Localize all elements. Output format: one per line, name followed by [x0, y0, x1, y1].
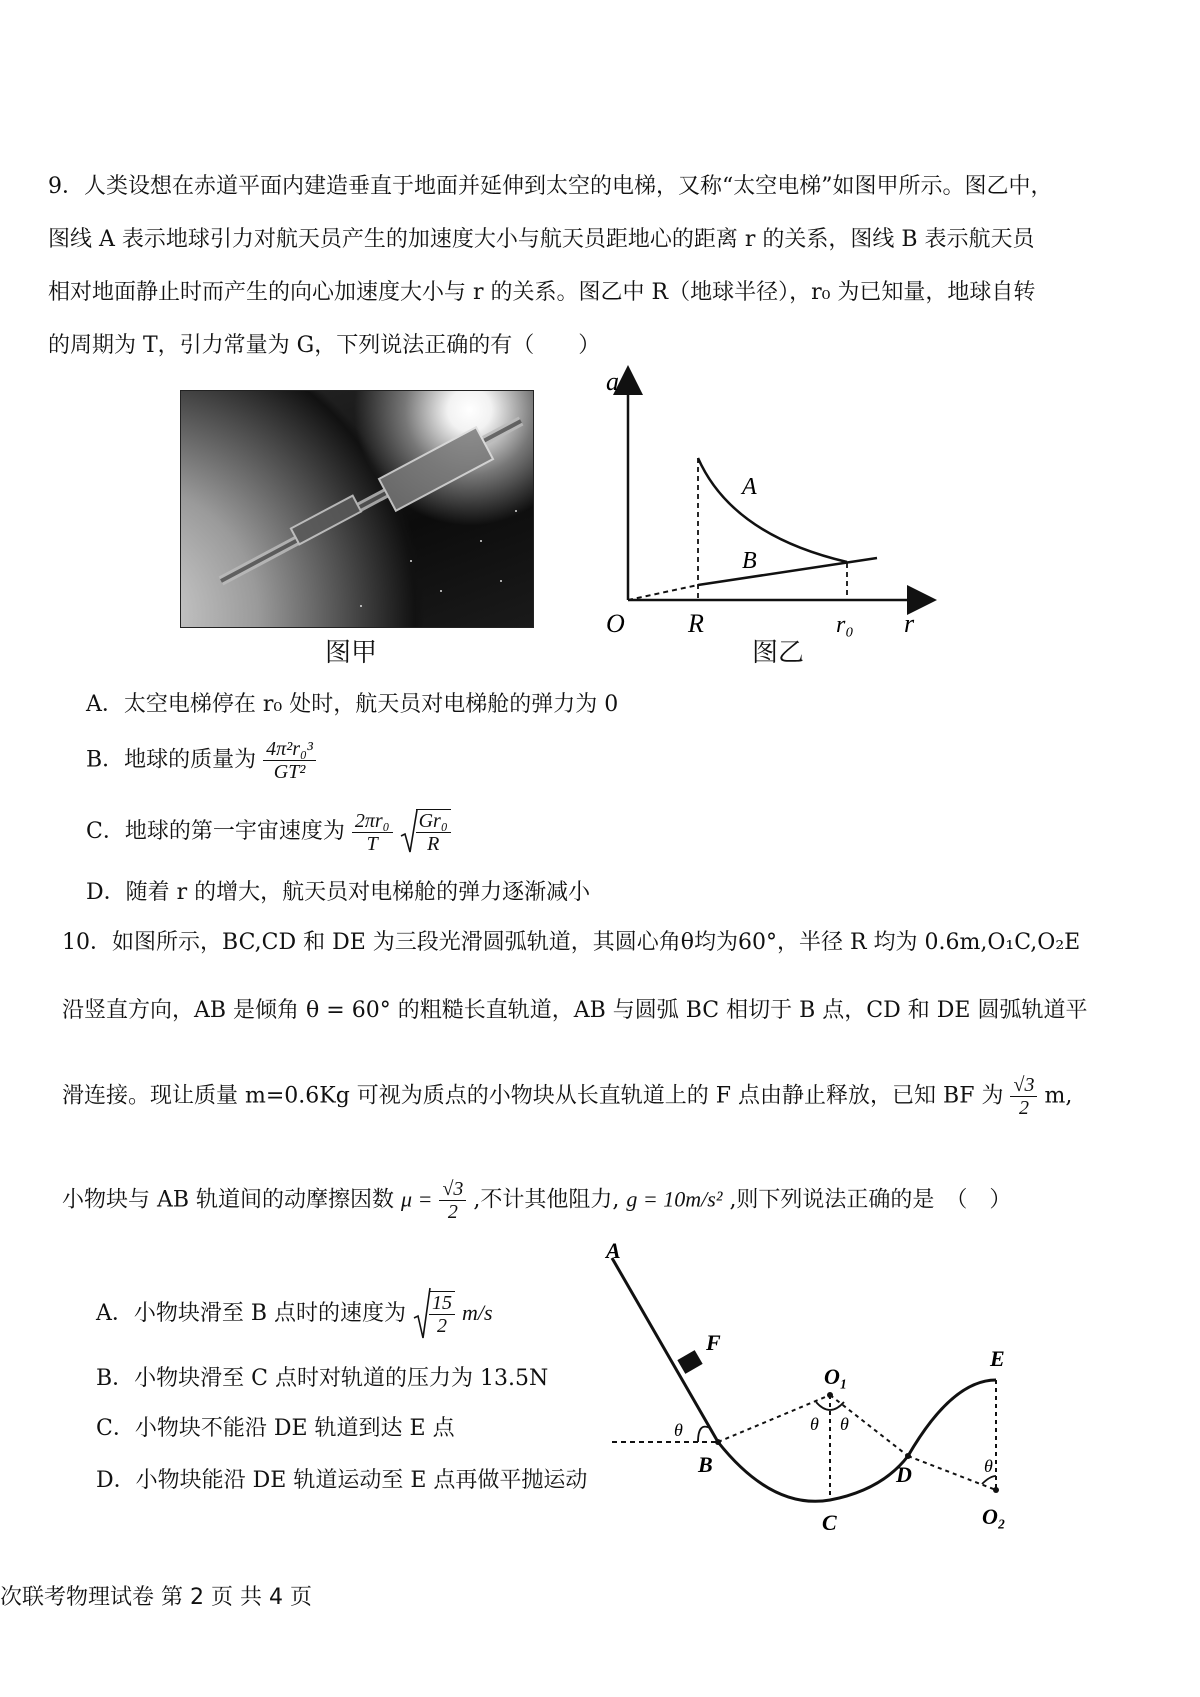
label-f: F: [706, 1330, 721, 1355]
q9-option-b-prefix: B．地球的质量为: [86, 747, 257, 773]
bf-length-denominator: 2: [1018, 1097, 1029, 1119]
q9-option-b-denominator: GT²: [273, 761, 306, 783]
label-d: D: [896, 1462, 912, 1487]
label-o1: O₁: [824, 1364, 848, 1389]
mu-fraction: [439, 1178, 466, 1223]
q9-option-d: D．随着 r 的增大，航天员对电梯舱的弹力逐渐减小: [86, 880, 591, 905]
q9-line-2: 图线 A 表示地球引力对航天员产生的加速度大小与航天员距地心的距离 r 的关系，图线 B 表示航天员: [48, 227, 1035, 252]
q10-line-3-text: 滑连接。现让质量 m=0.6Kg 可视为质点的小物块从长直轨道上的 F 点由静止释放，已知 BF 为: [62, 1083, 1004, 1109]
q9-option-c-prefix: C．地球的第一宇宙速度为: [86, 819, 345, 844]
q10-line-2: 沿竖直方向，AB 是倾角 θ = 60° 的粗糙长直轨道，AB 与圆弧 BC 相切于 B 点，CD 和 DE 圆弧轨道平: [62, 998, 1088, 1023]
label-theta-o1-right: θ: [840, 1414, 849, 1434]
label-b: B: [698, 1452, 713, 1477]
q9-option-b-fraction: [263, 738, 316, 783]
bf-length-numerator: √3: [1010, 1074, 1037, 1097]
track-diagram: [606, 1238, 1132, 1550]
q10-line-1: 10．如图所示，BC,CD 和 DE 为三段光滑圆弧轨道，其圆心角θ均为60°，半径 R 均为 0.6m,O₁C,O₂E: [62, 930, 1081, 955]
q10-option-a-denominator: 2: [437, 1315, 448, 1337]
incline-track-ab: [612, 1258, 718, 1442]
bf-length-unit: m,: [1044, 1083, 1073, 1109]
page-footer: 次联考物理试卷 第 2 页 共 4 页: [0, 1585, 312, 1610]
q10-option-c: C．小物块不能沿 DE 轨道到达 E 点: [96, 1416, 455, 1441]
a-r-graph: [592, 360, 932, 650]
q10-line-4-end: ,则下列说法正确的是 （ ）: [729, 1187, 1012, 1213]
mu-numerator: √3: [439, 1178, 466, 1201]
q10-line-4: [62, 1178, 1011, 1223]
label-a: A: [606, 1238, 621, 1263]
bf-length-fraction: [1010, 1074, 1037, 1119]
point-d: [905, 1453, 911, 1459]
q10-line-4-text: 小物块与 AB 轨道间的动摩擦因数: [62, 1187, 395, 1213]
q9-option-c-fraction: [352, 810, 393, 855]
q9-option-c-radicand-numerator: Gr₀: [416, 810, 451, 833]
origin-label: O: [606, 609, 625, 638]
q10-option-a-radical: [413, 1286, 455, 1342]
q10-line-4-middle: ,不计其他阻力,: [473, 1187, 620, 1213]
r-axis-label: r: [904, 609, 915, 638]
q9-option-c-radicand-denominator: R: [427, 833, 440, 855]
mu-symbol: μ =: [401, 1186, 433, 1212]
label-c: C: [822, 1510, 837, 1535]
q9-option-c-radical: [400, 808, 451, 856]
q9-option-c-numerator: 2πr₀: [352, 810, 393, 833]
space-elevator-photo: [180, 390, 534, 628]
point-b: [715, 1439, 721, 1445]
curve-A: [698, 458, 847, 562]
q9-option-c-radicand: [416, 809, 451, 855]
q9-option-c: [86, 808, 451, 856]
q9-line-4: 的周期为 T，引力常量为 G，下列说法正确的有（ ）: [48, 333, 601, 358]
arc-bcd: [718, 1442, 908, 1501]
line-B-label: B: [742, 548, 757, 574]
q9-line-3: 相对地面静止时而产生的向心加速度大小与 r 的关系。图乙中 R（地球半径），r₀ 为已知量，地球自转: [48, 280, 1036, 305]
theta-arc-o2: [982, 1476, 996, 1484]
q9-option-b: [86, 738, 316, 783]
label-e: E: [990, 1346, 1005, 1371]
q10-option-a-prefix: A．小物块滑至 B 点时的速度为: [96, 1301, 407, 1326]
a-axis-label: a: [606, 367, 619, 396]
gravity-value: g = 10m/s²: [626, 1186, 723, 1212]
arc-de: [908, 1380, 996, 1456]
q9-option-c-denominator: T: [366, 832, 378, 855]
q9-line-1: 9．人类设想在赤道平面内建造垂直于地面并延伸到太空的电梯，又称“太空电梯”如图甲所示。图乙中，: [48, 174, 1053, 199]
label-theta-b: θ: [674, 1420, 683, 1440]
q10-option-a-unit: m/s: [462, 1300, 493, 1325]
label-o2: O₂: [982, 1504, 1006, 1529]
block-f: [677, 1350, 702, 1374]
q10-line-3: [62, 1074, 1072, 1119]
curve-A-label: A: [742, 474, 757, 500]
fig-jia-caption: 图甲: [325, 638, 378, 668]
label-theta-o1-left: θ: [810, 1414, 819, 1434]
q10-option-a-radicand: [429, 1291, 455, 1337]
line-B-dashed: [628, 585, 698, 600]
q10-option-d: D．小物块能沿 DE 轨道运动至 E 点再做平抛运动: [96, 1468, 588, 1493]
q9-option-a: A．太空电梯停在 r₀ 处时，航天员对电梯舱的弹力为 0: [86, 692, 619, 717]
R-tick-label: R: [688, 609, 704, 638]
point-o2: [993, 1487, 999, 1493]
r0-tick-label: r₀: [836, 612, 854, 638]
q10-option-a-numerator: 15: [429, 1292, 455, 1315]
fig-yi-caption: 图乙: [752, 638, 805, 668]
theta-arc-b: [698, 1427, 710, 1442]
point-o1: [827, 1392, 833, 1398]
q10-option-a: [96, 1286, 493, 1342]
mu-denominator: 2: [447, 1201, 458, 1223]
q9-option-b-numerator: 4π²r₀³: [263, 738, 316, 761]
q10-option-b: B．小物块滑至 C 点时对轨道的压力为 13.5N: [96, 1366, 549, 1391]
label-theta-o2: θ: [984, 1456, 993, 1476]
line-B: [698, 558, 877, 585]
d-o2-dashed: [908, 1456, 996, 1490]
